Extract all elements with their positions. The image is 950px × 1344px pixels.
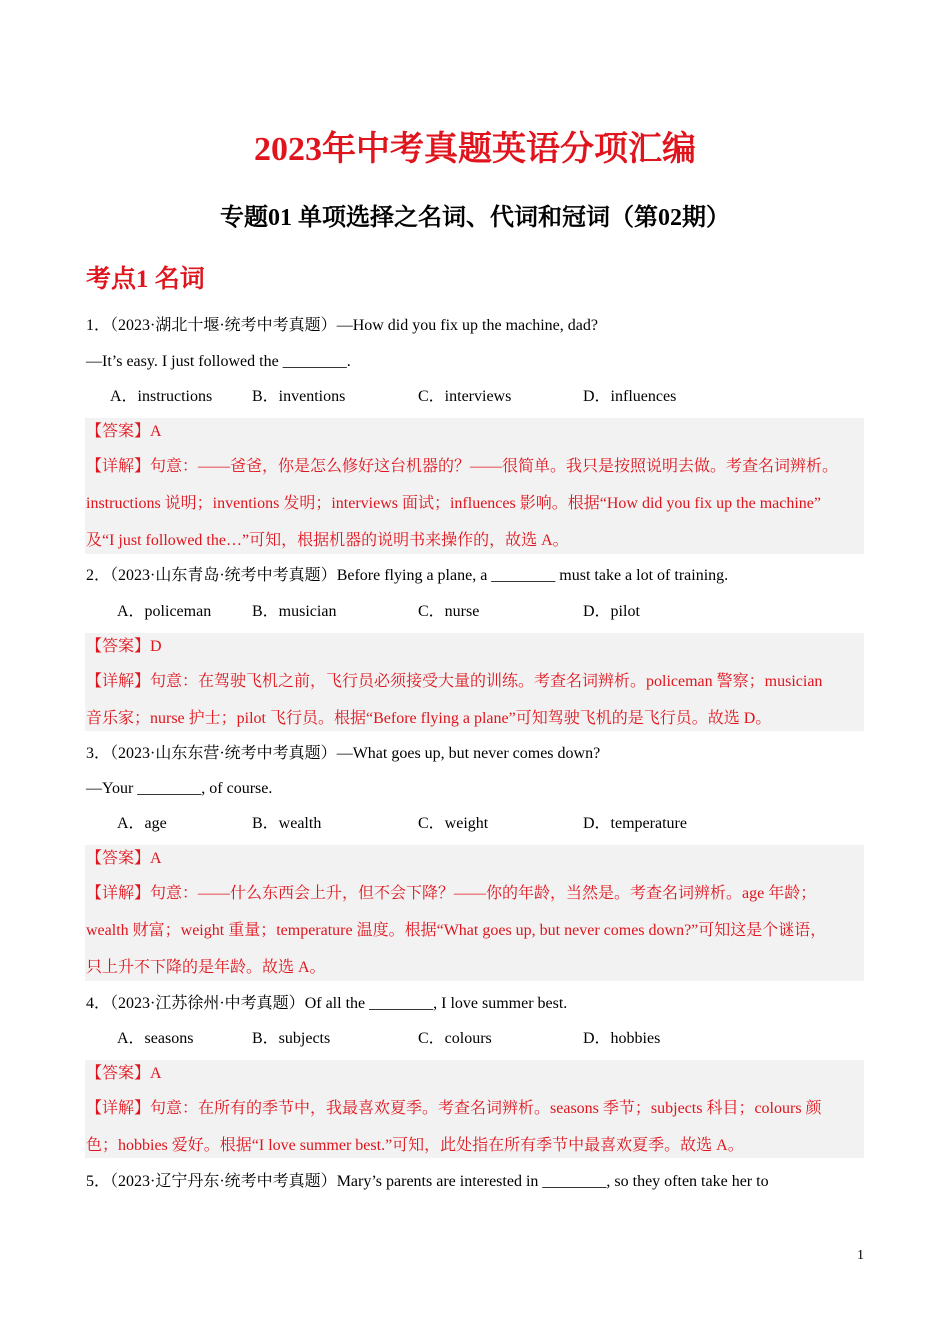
detail-line: instructions 说明；inventions 发明；interviews 面试；influences 影响。根据“How did you fix up the machine” [86, 495, 822, 512]
question-source: （2023·江苏徐州·中考真题） [110, 995, 305, 1012]
question-3-option-c: C．weight [418, 815, 489, 832]
question-3-option-b: B．wealth [252, 815, 322, 832]
answer-label: 【答案】 [86, 423, 151, 440]
question-source: （2023·山东东营·统考中考真题） [110, 745, 337, 762]
question-1-option-d: D．influences [583, 388, 677, 405]
detail-label: 【详解】 [86, 1100, 151, 1117]
answer-line [86, 847, 162, 871]
detail-line: wealth 财富；weight 重量；temperature 温度。根据“What goes up, but never comes down?”可知这是个谜语， [86, 922, 827, 939]
answer-value: D [150, 638, 162, 655]
document-subtitle: 专题01 单项选择之名词、代词和冠词（第02期） [220, 205, 730, 231]
detail-label: 【详解】 [86, 885, 151, 902]
question-4-option-d: D．hobbies [583, 1030, 661, 1047]
answer-box-1 [85, 418, 864, 554]
page-title: 2023年中考真题英语分项汇编 [254, 131, 696, 168]
detail-text: 句意：——爸爸，你是怎么修好这台机器的？——很简单。我只是按照说明去做。考查名词辨析。 [150, 458, 839, 475]
question-source: （2023·山东青岛·统考中考真题） [110, 567, 337, 584]
question-1-line2: —It’s easy. I just followed the ________. [86, 353, 351, 370]
section-heading: 考点1 名词 [86, 266, 205, 293]
detail-line [86, 882, 864, 906]
question-source: （2023·辽宁丹东·统考中考真题） [110, 1173, 337, 1190]
detail-text: 句意：在所有的季节中，我最喜欢夏季。考查名词辨析。seasons 季节；subjects 科目；colours 颜 [150, 1100, 822, 1117]
detail-label: 【详解】 [86, 458, 151, 475]
answer-value: A [150, 850, 162, 867]
question-3-option-a: A．age [117, 815, 167, 832]
question-2-option-a: A．policeman [117, 603, 212, 620]
answer-label: 【答案】 [86, 1065, 151, 1082]
question-3-stem [86, 742, 600, 766]
question-text: Before flying a plane, a ________ must take a lot of training. [336, 567, 729, 584]
question-number: 4． [86, 995, 111, 1012]
question-5-stem [86, 1170, 769, 1194]
detail-line: 音乐家；nurse 护士；pilot 飞行员。根据“Before flying a plane”可知驾驶飞机的是飞行员。故选 D。 [86, 710, 772, 727]
answer-box-4 [85, 1060, 864, 1158]
question-3-option-d: D．temperature [583, 815, 687, 832]
detail-line [86, 1097, 864, 1121]
question-1-option-c: C．interviews [418, 388, 512, 405]
question-1-stem [86, 314, 598, 338]
question-text: —What goes up, but never comes down? [336, 745, 601, 762]
question-1-option-b: B．inventions [252, 388, 346, 405]
answer-line [86, 635, 162, 659]
question-4-stem [86, 992, 567, 1016]
question-source: （2023·湖北十堰·统考中考真题） [110, 317, 337, 334]
question-text: Mary’s parents are interested in ________, so they often take her to [336, 1173, 769, 1190]
detail-text: 句意：在驾驶飞机之前，飞行员必须接受大量的训练。考查名词辨析。policeman 警察；musician [150, 673, 823, 690]
question-text: —How did you fix up the machine, dad? [336, 317, 598, 334]
answer-line [86, 420, 162, 444]
question-number: 1． [86, 317, 111, 334]
question-text: Of all the ________, I love summer best. [304, 995, 568, 1012]
question-2-option-c: C．nurse [418, 603, 480, 620]
answer-label: 【答案】 [86, 850, 151, 867]
answer-value: A [150, 423, 162, 440]
question-4-option-c: C．colours [418, 1030, 492, 1047]
detail-line: 只上升不下降的是年龄。故选 A。 [86, 959, 326, 976]
detail-line [86, 670, 864, 694]
answer-box-2 [85, 633, 864, 731]
detail-text: 句意：——什么东西会上升，但不会下降？——你的年龄，当然是。考查名词辨析。age 年龄； [150, 885, 817, 902]
question-number: 3． [86, 745, 111, 762]
detail-line [86, 455, 864, 479]
answer-value: A [150, 1065, 162, 1082]
question-3-line2: —Your ________, of course. [86, 780, 273, 797]
question-1-option-a: A．instructions [110, 388, 213, 405]
question-2-option-d: D．pilot [583, 603, 640, 620]
question-4-option-a: A．seasons [117, 1030, 194, 1047]
question-number: 5． [86, 1173, 111, 1190]
detail-line: 及“I just followed the…”可知，根据机器的说明书来操作的，故选 A。 [86, 532, 569, 549]
detail-label: 【详解】 [86, 673, 151, 690]
answer-line [86, 1062, 162, 1086]
page-number: 1 [857, 1248, 864, 1263]
answer-label: 【答案】 [86, 638, 151, 655]
answer-box-3 [85, 845, 864, 981]
question-number: 2． [86, 567, 111, 584]
question-2-stem [86, 564, 728, 588]
detail-line: 色；hobbies 爱好。根据“I love summer best.”可知，此处指在所有季节中最喜欢夏季。故选 A。 [86, 1137, 744, 1154]
question-2-option-b: B．musician [252, 603, 337, 620]
question-4-option-b: B．subjects [252, 1030, 331, 1047]
